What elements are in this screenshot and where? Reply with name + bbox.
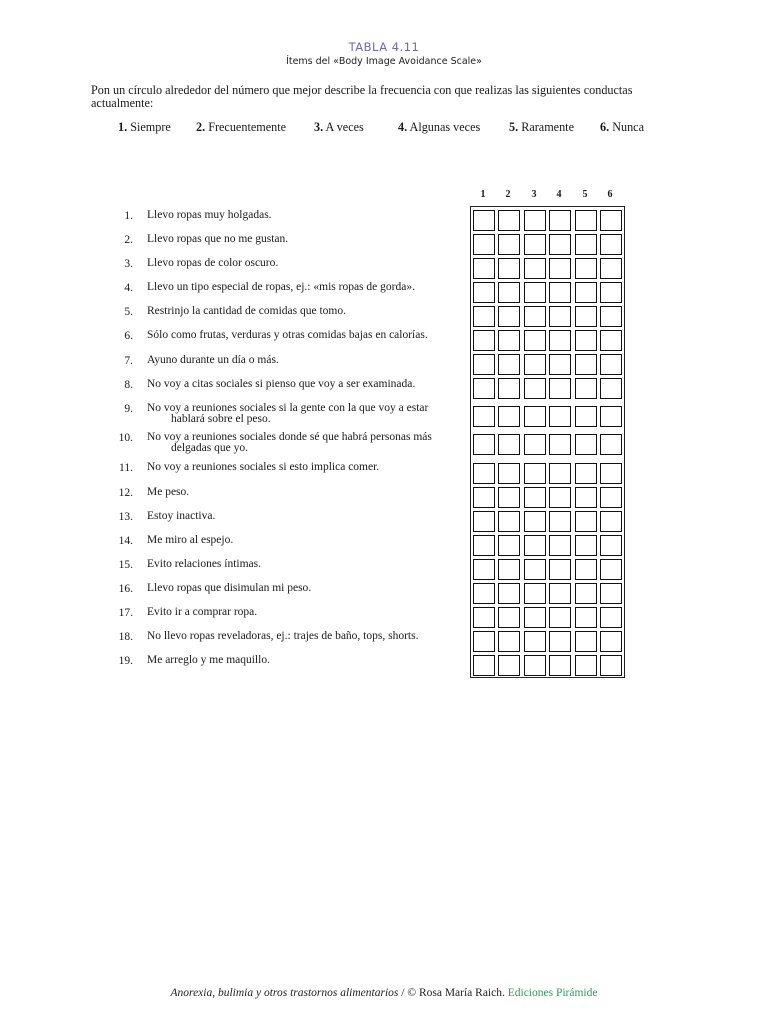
- answer-box[interactable]: [600, 535, 622, 556]
- answer-box[interactable]: [600, 306, 622, 327]
- answer-box[interactable]: [549, 378, 571, 399]
- answer-box[interactable]: [473, 258, 495, 279]
- answer-box[interactable]: [575, 282, 597, 303]
- item-number: 11.: [119, 462, 133, 474]
- item-number: 17.: [118, 607, 133, 619]
- answer-box[interactable]: [498, 607, 520, 628]
- answer-box[interactable]: [549, 463, 571, 484]
- instruction-text: Pon un círculo alrededor del número que mejor describe la frecuencia con que realizas las siguientes conductas actualmente:: [91, 83, 633, 110]
- answer-box[interactable]: [600, 406, 622, 427]
- answer-box[interactable]: [473, 487, 495, 508]
- answer-box[interactable]: [575, 607, 597, 628]
- answer-box[interactable]: [498, 234, 520, 255]
- item-text-line: Evito relaciones íntimas.: [147, 558, 262, 570]
- answer-box[interactable]: [549, 282, 571, 303]
- answer-box[interactable]: [575, 378, 597, 399]
- scale-option-number: 1.: [118, 120, 128, 134]
- answer-box[interactable]: [498, 559, 520, 580]
- scale-option-label: Frecuentemente: [208, 120, 287, 134]
- answer-box[interactable]: [575, 511, 597, 532]
- answer-box[interactable]: [549, 559, 571, 580]
- scale-option-number: 6.: [600, 120, 610, 134]
- answer-box[interactable]: [498, 535, 520, 556]
- column-header-2: 2: [505, 189, 511, 200]
- scale-option-2: [196, 120, 286, 135]
- answer-box[interactable]: [549, 406, 571, 427]
- item-text: [147, 462, 472, 473]
- answer-box[interactable]: [524, 210, 546, 231]
- item-text: [147, 432, 472, 454]
- answer-box[interactable]: [549, 487, 571, 508]
- item-text-line: No voy a reuniones sociales si la gente con la que voy a estar: [147, 402, 429, 414]
- answer-box[interactable]: [524, 511, 546, 532]
- item-text: [147, 234, 472, 245]
- answer-box[interactable]: [498, 631, 520, 652]
- answer-grid: [470, 206, 625, 678]
- answer-box[interactable]: [600, 655, 622, 676]
- item-text: [147, 655, 472, 666]
- answer-box[interactable]: [524, 655, 546, 676]
- page-footer: [0, 987, 768, 999]
- scale-option-4: [398, 120, 480, 135]
- item-text-line: Llevo ropas que no me gustan.: [147, 233, 289, 245]
- answer-box[interactable]: [575, 234, 597, 255]
- answer-box[interactable]: [498, 378, 520, 399]
- answer-box[interactable]: [575, 631, 597, 652]
- item-text-line: Me peso.: [147, 486, 190, 498]
- answer-box[interactable]: [549, 535, 571, 556]
- item-text-line: Llevo un tipo especial de ropas, ej.: «mis ropas de gorda».: [147, 281, 415, 293]
- answer-box[interactable]: [498, 330, 520, 351]
- scale-option-1: [118, 120, 171, 135]
- footer-publisher: Ediciones Pirámide: [507, 987, 598, 999]
- item-number: 15.: [118, 559, 133, 571]
- item-text: [147, 559, 472, 570]
- answer-box[interactable]: [600, 354, 622, 375]
- item-number: 8.: [124, 379, 133, 391]
- scale-option-number: 3.: [314, 120, 324, 134]
- item-text-continuation: hablará sobre el peso.: [171, 413, 271, 425]
- answer-box[interactable]: [575, 655, 597, 676]
- answer-box[interactable]: [524, 583, 546, 604]
- item-text-line: Estoy inactiva.: [147, 510, 216, 522]
- item-number: 18.: [118, 631, 133, 643]
- answer-box[interactable]: [600, 282, 622, 303]
- answer-box[interactable]: [473, 463, 495, 484]
- item-number: 6.: [124, 330, 133, 342]
- answer-box[interactable]: [473, 535, 495, 556]
- answer-box[interactable]: [575, 559, 597, 580]
- scale-option-number: 5.: [509, 120, 519, 134]
- answer-box[interactable]: [498, 487, 520, 508]
- answer-box[interactable]: [524, 354, 546, 375]
- answer-box[interactable]: [549, 234, 571, 255]
- item-text-line: Sólo como frutas, verduras y otras comidas bajas en calorías.: [147, 329, 428, 341]
- scale-option-label: A veces: [325, 120, 364, 134]
- scale-legend: [0, 120, 768, 136]
- answer-box[interactable]: [473, 607, 495, 628]
- answer-box[interactable]: [524, 631, 546, 652]
- item-text: [147, 258, 472, 269]
- item-text: [147, 379, 472, 390]
- table-subtitle: Ítems del «Body Image Avoidance Scale»: [286, 56, 482, 67]
- item-number: 4.: [124, 282, 133, 294]
- answer-box[interactable]: [524, 306, 546, 327]
- column-header-4: 4: [556, 189, 562, 200]
- item-text: [147, 607, 472, 618]
- answer-box[interactable]: [498, 583, 520, 604]
- answer-box[interactable]: [473, 434, 495, 455]
- answer-box[interactable]: [524, 258, 546, 279]
- item-text: [147, 487, 472, 498]
- answer-box[interactable]: [600, 583, 622, 604]
- item-text-line: Me miro al espejo.: [147, 534, 234, 546]
- answer-box[interactable]: [600, 463, 622, 484]
- item-text: [147, 535, 472, 546]
- item-number: 10.: [118, 432, 133, 444]
- item-text: [147, 210, 472, 221]
- item-text: [147, 583, 472, 594]
- item-text-line: No voy a citas sociales si pienso que voy a ser examinada.: [147, 378, 416, 390]
- answer-box[interactable]: [524, 559, 546, 580]
- item-text: [147, 282, 472, 293]
- scale-option-label: Nunca: [612, 120, 644, 134]
- answer-box[interactable]: [498, 210, 520, 231]
- item-text-line: Evito ir a comprar ropa.: [147, 606, 258, 618]
- scale-option-6: [600, 120, 644, 135]
- item-number: 7.: [124, 355, 133, 367]
- footer-copyright: © Rosa María Raich.: [407, 987, 505, 999]
- answer-box[interactable]: [549, 655, 571, 676]
- item-number: 13.: [118, 511, 133, 523]
- item-text-line: Restrinjo la cantidad de comidas que tomo.: [147, 305, 346, 317]
- answer-box[interactable]: [524, 282, 546, 303]
- answer-box[interactable]: [498, 655, 520, 676]
- answer-box[interactable]: [473, 559, 495, 580]
- item-number: 9.: [124, 403, 133, 415]
- answer-box[interactable]: [549, 354, 571, 375]
- answer-box[interactable]: [473, 330, 495, 351]
- answer-box[interactable]: [600, 330, 622, 351]
- item-text-line: Llevo ropas muy holgadas.: [147, 209, 272, 221]
- answer-box[interactable]: [498, 258, 520, 279]
- item-text: [147, 306, 472, 317]
- item-number: 2.: [124, 234, 133, 246]
- answer-box[interactable]: [549, 434, 571, 455]
- scale-option-label: Siempre: [130, 120, 171, 134]
- answer-box[interactable]: [473, 234, 495, 255]
- item-number: 14.: [118, 535, 133, 547]
- column-header-5: 5: [582, 189, 588, 200]
- scale-option-number: 4.: [398, 120, 408, 134]
- answer-box[interactable]: [549, 306, 571, 327]
- answer-box[interactable]: [575, 330, 597, 351]
- answer-box[interactable]: [600, 210, 622, 231]
- answer-box[interactable]: [549, 583, 571, 604]
- item-number: 12.: [118, 487, 133, 499]
- column-header-1: 1: [480, 189, 486, 200]
- answer-box[interactable]: [498, 434, 520, 455]
- answer-box[interactable]: [600, 487, 622, 508]
- item-text: [147, 330, 472, 341]
- item-number: 19.: [118, 655, 133, 667]
- table-title: TABLA 4.11: [348, 40, 420, 54]
- answer-box[interactable]: [498, 306, 520, 327]
- item-text-line: Me arreglo y me maquillo.: [147, 654, 270, 666]
- answer-box[interactable]: [575, 406, 597, 427]
- item-text-continuation: delgadas que yo.: [171, 442, 248, 454]
- answer-box[interactable]: [600, 607, 622, 628]
- answer-box[interactable]: [524, 330, 546, 351]
- item-text: [147, 355, 472, 366]
- answer-box[interactable]: [575, 210, 597, 231]
- answer-box[interactable]: [524, 378, 546, 399]
- answer-box[interactable]: [524, 434, 546, 455]
- answer-box[interactable]: [473, 354, 495, 375]
- answer-box[interactable]: [473, 406, 495, 427]
- answer-box[interactable]: [575, 487, 597, 508]
- answer-box[interactable]: [473, 511, 495, 532]
- item-number: 5.: [124, 306, 133, 318]
- item-number: 1.: [124, 210, 133, 222]
- answer-box[interactable]: [524, 487, 546, 508]
- answer-box[interactable]: [498, 406, 520, 427]
- item-text-line: No voy a reuniones sociales donde sé que habrá personas más: [147, 431, 432, 443]
- column-header-3: 3: [531, 189, 537, 200]
- answer-box[interactable]: [549, 258, 571, 279]
- item-text-line: No voy a reuniones sociales si esto implica comer.: [147, 461, 380, 473]
- answer-box[interactable]: [549, 607, 571, 628]
- scale-option-5: [509, 120, 574, 135]
- item-text-line: Llevo ropas de color oscuro.: [147, 257, 279, 269]
- answer-box[interactable]: [524, 607, 546, 628]
- item-text: [147, 511, 472, 522]
- answer-box[interactable]: [473, 282, 495, 303]
- item-text-line: No llevo ropas reveladoras, ej.: trajes de baño, tops, shorts.: [147, 630, 419, 642]
- answer-box[interactable]: [498, 354, 520, 375]
- answer-box[interactable]: [600, 434, 622, 455]
- item-number: 3.: [124, 258, 133, 270]
- answer-box[interactable]: [600, 559, 622, 580]
- answer-box[interactable]: [473, 210, 495, 231]
- answer-box[interactable]: [575, 463, 597, 484]
- item-text: [147, 403, 472, 425]
- answer-box[interactable]: [575, 306, 597, 327]
- answer-box[interactable]: [549, 511, 571, 532]
- scale-option-3: [314, 120, 364, 135]
- answer-box[interactable]: [473, 306, 495, 327]
- answer-box[interactable]: [600, 378, 622, 399]
- column-header-6: 6: [607, 189, 613, 200]
- answer-box[interactable]: [575, 434, 597, 455]
- answer-box[interactable]: [575, 354, 597, 375]
- answer-box[interactable]: [549, 330, 571, 351]
- answer-box[interactable]: [473, 655, 495, 676]
- item-text-line: Llevo ropas que disimulan mi peso.: [147, 582, 312, 594]
- answer-box[interactable]: [600, 631, 622, 652]
- answer-box[interactable]: [600, 511, 622, 532]
- answer-box[interactable]: [498, 463, 520, 484]
- scale-option-label: Algunas veces: [409, 120, 481, 134]
- footer-separator: /: [398, 987, 408, 999]
- item-text-line: Ayuno durante un día o más.: [147, 354, 279, 366]
- answer-box[interactable]: [473, 583, 495, 604]
- answer-box[interactable]: [575, 535, 597, 556]
- answer-box[interactable]: [524, 406, 546, 427]
- item-number: 16.: [118, 583, 133, 595]
- answer-box[interactable]: [498, 511, 520, 532]
- answer-box[interactable]: [473, 631, 495, 652]
- answer-box[interactable]: [549, 210, 571, 231]
- scale-option-label: Raramente: [521, 120, 574, 134]
- item-text: [147, 631, 472, 642]
- answer-box[interactable]: [524, 463, 546, 484]
- answer-box[interactable]: [524, 535, 546, 556]
- answer-box[interactable]: [600, 258, 622, 279]
- answer-box[interactable]: [473, 378, 495, 399]
- scale-option-number: 2.: [196, 120, 206, 134]
- answer-box[interactable]: [498, 282, 520, 303]
- answer-box[interactable]: [575, 258, 597, 279]
- answer-box[interactable]: [575, 583, 597, 604]
- footer-book-title: Anorexia, bulimia y otros trastornos alimentarios: [170, 987, 399, 999]
- answer-box[interactable]: [524, 234, 546, 255]
- answer-box[interactable]: [600, 234, 622, 255]
- answer-box[interactable]: [549, 631, 571, 652]
